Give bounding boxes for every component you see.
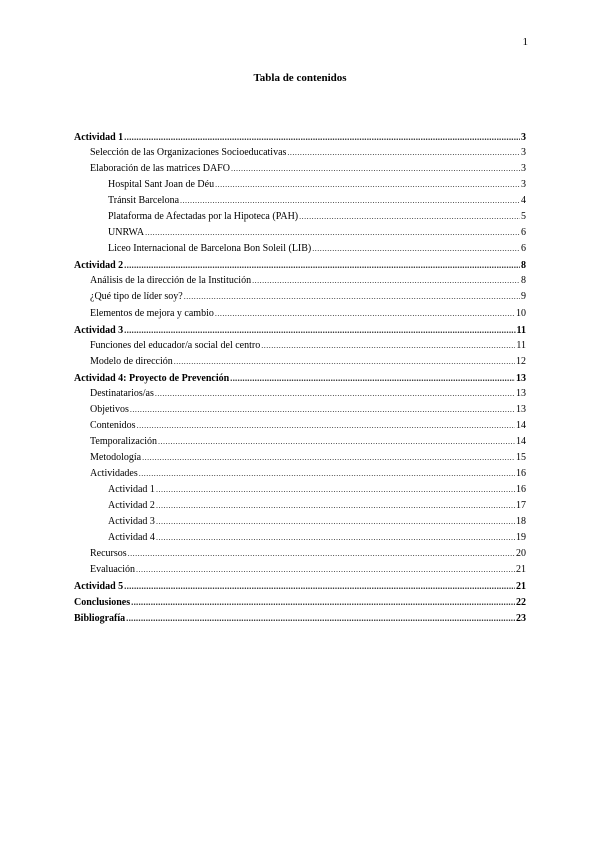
toc-entry-page: 3 (521, 132, 526, 143)
toc-leader-dots (230, 370, 515, 386)
toc-entry-label: Actividad 3 (74, 324, 124, 336)
toc-entry[interactable] (74, 257, 526, 273)
toc-entry[interactable] (74, 289, 526, 305)
toc-entry[interactable] (74, 610, 526, 626)
toc-leader-dots (156, 530, 515, 546)
toc-entry-label: Actividad 1 (74, 132, 124, 143)
toc-entry-label: Actividad 1 (108, 484, 155, 496)
toc-entry[interactable] (74, 161, 526, 177)
toc-entry-page: 13 (516, 403, 526, 415)
toc-entry[interactable] (74, 498, 526, 514)
toc-entry-page: 16 (516, 467, 526, 479)
toc-entry[interactable] (74, 562, 526, 578)
toc-entry-page: 21 (516, 564, 526, 576)
toc-entry[interactable] (74, 530, 526, 546)
toc-leader-dots (158, 434, 515, 450)
toc-leader-dots (137, 418, 515, 434)
toc-entry-label: Tránsit Barcelona (108, 195, 180, 207)
page-title: Tabla de contenidos (253, 72, 347, 84)
toc-leader-dots (139, 466, 515, 482)
toc-leader-dots (155, 386, 515, 402)
toc-entry-page: 17 (516, 500, 526, 512)
toc-entry-label: Funciones del educador/a social del centro (90, 339, 261, 351)
toc-leader-dots (124, 129, 520, 145)
toc-entry-label: Análisis de la dirección de la Institución (90, 275, 252, 287)
toc-entry-label: Conclusiones (74, 597, 131, 609)
toc-entry-page: 11 (516, 339, 526, 351)
toc-entry[interactable] (74, 482, 526, 498)
toc-entry-page: 22 (516, 597, 526, 609)
toc-entry-label: Actividad 4: Proyecto de Prevención (74, 372, 230, 384)
toc-entry[interactable] (74, 177, 526, 193)
toc-entry-label: Evaluación (90, 564, 135, 576)
toc-entry-page: 8 (521, 260, 526, 272)
toc-entry-page: 15 (516, 451, 526, 463)
toc-entry-page: 11 (516, 324, 526, 336)
toc-entry[interactable] (74, 450, 526, 466)
toc-leader-dots (145, 225, 520, 241)
toc-entry-page: 14 (516, 419, 526, 431)
page-number: 1 (522, 36, 528, 48)
toc-entry-label: Actividad 2 (108, 500, 155, 512)
toc-entry[interactable] (74, 546, 526, 562)
toc-entry-page: 6 (521, 243, 526, 255)
toc-entry-page: 5 (521, 211, 526, 223)
toc-leader-dots (156, 482, 515, 498)
toc-entry-page: 8 (521, 275, 526, 287)
toc-entry-label: Plataforma de Afectadas por la Hipoteca (PAH) (108, 211, 299, 223)
toc-entry-page: 12 (516, 355, 526, 367)
toc-entry-page: 4 (521, 195, 526, 207)
toc-entry-label: Actividad 5 (74, 581, 124, 593)
toc-leader-dots (128, 546, 515, 562)
toc-entry[interactable] (74, 129, 526, 145)
toc-leader-dots (261, 338, 515, 354)
toc-entry-page: 16 (516, 484, 526, 496)
toc-leader-dots (131, 594, 515, 610)
toc-entry[interactable] (74, 225, 526, 241)
toc-leader-dots (180, 193, 520, 209)
toc-entry[interactable] (74, 354, 526, 370)
toc-leader-dots (287, 145, 520, 161)
toc-entry-page: 10 (516, 307, 526, 319)
toc-entry-label: ¿Qué tipo de líder soy? (90, 291, 183, 303)
toc-leader-dots (136, 562, 515, 578)
toc-entry-label: Liceo Internacional de Barcelona Bon Soleil (LIB) (108, 243, 312, 255)
toc-entry-label: Objetivos (90, 403, 129, 415)
toc-entry[interactable] (74, 370, 526, 386)
toc-entry-page: 6 (521, 227, 526, 239)
toc-entry-page: 3 (521, 147, 526, 159)
toc-leader-dots (124, 322, 515, 338)
toc-entry-label: Elaboración de las matrices DAFO (90, 163, 230, 175)
toc-entry-page: 13 (516, 372, 526, 384)
toc-leader-dots (130, 402, 515, 418)
toc-entry-page: 9 (521, 291, 526, 303)
toc-entry-page: 14 (516, 435, 526, 447)
toc-entry-label: Bibliografía (74, 613, 126, 625)
toc-entry-label: Hospital Sant Joan de Déu (108, 179, 215, 191)
toc-entry-label: Contenidos (90, 419, 136, 431)
toc-leader-dots (124, 578, 515, 594)
toc-entry[interactable] (74, 306, 526, 322)
toc-entry-label: Actividad 2 (74, 260, 124, 272)
toc-entry[interactable] (74, 241, 526, 257)
toc-leader-dots (126, 610, 515, 626)
toc-entry[interactable] (74, 578, 526, 594)
toc-entry-label: Destinatarios/as (90, 387, 154, 399)
toc-entry[interactable] (74, 322, 526, 338)
toc-entry[interactable] (74, 514, 526, 530)
toc-leader-dots (156, 514, 515, 530)
toc-leader-dots (156, 498, 515, 514)
toc-entry[interactable] (74, 418, 526, 434)
toc-entry-page: 13 (516, 387, 526, 399)
toc-leader-dots (299, 209, 520, 225)
toc-leader-dots (124, 257, 520, 273)
toc-entry-label: Modelo de dirección (90, 355, 173, 367)
toc-leader-dots (174, 354, 515, 370)
toc-entry-label: Recursos (90, 548, 127, 560)
toc-entry-label: UNRWA (108, 227, 145, 239)
toc-entry[interactable] (74, 145, 526, 161)
toc-entry[interactable] (74, 338, 526, 354)
toc-entry-page: 19 (516, 532, 526, 544)
toc-entry[interactable] (74, 209, 526, 225)
toc-entry-page: 18 (516, 516, 526, 528)
toc-leader-dots (215, 177, 520, 193)
toc-entry[interactable] (74, 466, 526, 482)
toc-entry-page: 3 (521, 179, 526, 191)
toc-entry-page: 20 (516, 548, 526, 560)
toc-entry-page: 3 (521, 163, 526, 175)
toc-entry-label: Metodología (90, 451, 142, 463)
toc-leader-dots (184, 289, 520, 305)
toc-entry-label: Actividades (90, 467, 138, 479)
toc-entry-label: Elementos de mejora y cambio (90, 307, 214, 319)
toc-leader-dots (252, 273, 520, 289)
toc-leader-dots (142, 450, 515, 466)
toc-entry[interactable] (74, 273, 526, 289)
toc-entry-page: 23 (516, 613, 526, 625)
toc-entry-page: 21 (516, 581, 526, 593)
toc-entry[interactable] (74, 386, 526, 402)
toc-entry-label: Actividad 4 (108, 532, 155, 544)
toc-entry[interactable] (74, 434, 526, 450)
table-of-contents (74, 129, 526, 626)
toc-entry[interactable] (74, 594, 526, 610)
toc-entry-label: Selección de las Organizaciones Socioeducativas (90, 147, 287, 159)
toc-entry-label: Temporalización (90, 435, 158, 447)
toc-entry[interactable] (74, 193, 526, 209)
toc-leader-dots (215, 306, 515, 322)
toc-entry-label: Actividad 3 (108, 516, 155, 528)
toc-leader-dots (312, 241, 520, 257)
toc-leader-dots (231, 161, 520, 177)
toc-entry[interactable] (74, 402, 526, 418)
